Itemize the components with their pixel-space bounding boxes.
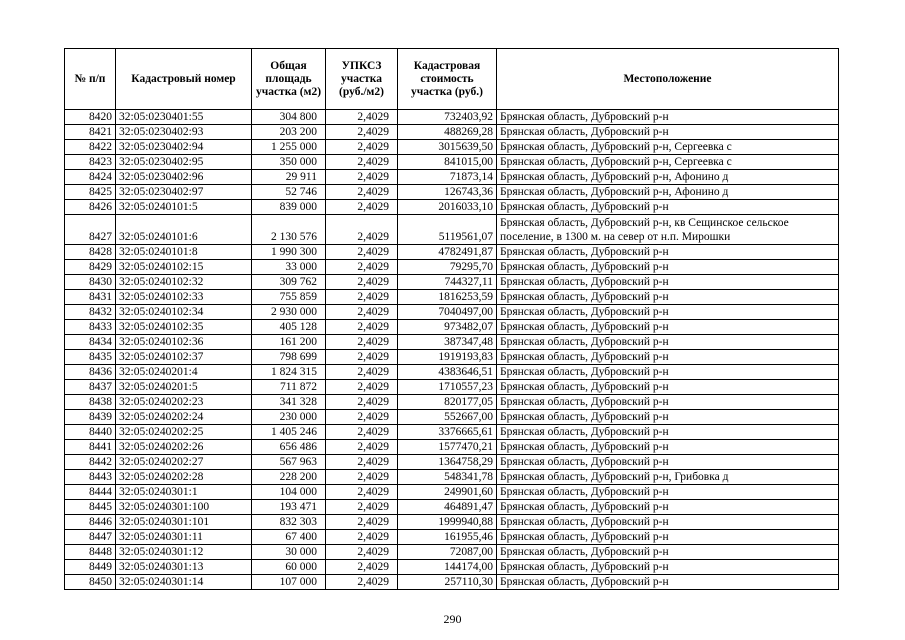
table-row (65, 425, 839, 440)
cell-cadastral-cost: 257110,30 (398, 575, 497, 590)
table-row (65, 410, 839, 425)
cell-upksz: 2,4029 (326, 455, 398, 470)
cell-upksz: 2,4029 (326, 305, 398, 320)
cell-area: 1 824 315 (252, 365, 326, 380)
table-row (65, 395, 839, 410)
cell-cadastral-number: 32:05:0240201:4 (116, 365, 252, 380)
cell-row-number: 8450 (65, 575, 116, 590)
cell-area: 309 762 (252, 275, 326, 290)
cell-row-number: 8426 (65, 200, 116, 215)
cell-cadastral-number: 32:05:0240102:32 (116, 275, 252, 290)
cell-upksz: 2,4029 (326, 380, 398, 395)
cell-row-number: 8448 (65, 545, 116, 560)
cell-area: 405 128 (252, 320, 326, 335)
cell-upksz: 2,4029 (326, 245, 398, 260)
cell-upksz: 2,4029 (326, 575, 398, 590)
cell-cadastral-cost: 820177,05 (398, 395, 497, 410)
cell-location: Брянская область, Дубровский р-н (497, 440, 839, 455)
cell-location: Брянская область, Дубровский р-н, Афонино д (497, 170, 839, 185)
cell-area: 29 911 (252, 170, 326, 185)
cell-area: 350 000 (252, 155, 326, 170)
cell-location: Брянская область, Дубровский р-н (497, 110, 839, 125)
cell-row-number: 8449 (65, 560, 116, 575)
cell-cadastral-cost: 1710557,23 (398, 380, 497, 395)
cell-upksz: 2,4029 (326, 125, 398, 140)
cell-location: Брянская область, Дубровский р-н (497, 500, 839, 515)
cell-location: Брянская область, Дубровский р-н (497, 275, 839, 290)
header-upksz: УПКСЗ участка (руб./м2) (326, 49, 398, 110)
table-row (65, 305, 839, 320)
cell-row-number: 8434 (65, 335, 116, 350)
table-row (65, 140, 839, 155)
cell-location: Брянская область, Дубровский р-н (497, 530, 839, 545)
cell-location: Брянская область, Дубровский р-н (497, 350, 839, 365)
cell-area: 30 000 (252, 545, 326, 560)
cell-area: 107 000 (252, 575, 326, 590)
cell-location: Брянская область, Дубровский р-н, кв Сещинское сельское поселение, в 1300 м. на север от н.п. Мирошки (497, 215, 839, 245)
cell-row-number: 8428 (65, 245, 116, 260)
cell-cadastral-cost: 488269,28 (398, 125, 497, 140)
cell-area: 104 000 (252, 485, 326, 500)
cell-upksz: 2,4029 (326, 470, 398, 485)
cell-cadastral-cost: 5119561,07 (398, 215, 497, 245)
cell-cadastral-number: 32:05:0240201:5 (116, 380, 252, 395)
header-num: № п/п (65, 49, 116, 110)
cell-cadastral-number: 32:05:0230402:94 (116, 140, 252, 155)
cell-area: 193 471 (252, 500, 326, 515)
cell-area: 67 400 (252, 530, 326, 545)
cadastral-value-table-container (64, 48, 838, 590)
cell-cadastral-cost: 126743,36 (398, 185, 497, 200)
cell-row-number: 8420 (65, 110, 116, 125)
cell-cadastral-number: 32:05:0240301:12 (116, 545, 252, 560)
cell-cadastral-number: 32:05:0240102:33 (116, 290, 252, 305)
cell-upksz: 2,4029 (326, 500, 398, 515)
table-row (65, 365, 839, 380)
cell-area: 2 930 000 (252, 305, 326, 320)
cell-cadastral-cost: 464891,47 (398, 500, 497, 515)
cell-cadastral-number: 32:05:0240101:5 (116, 200, 252, 215)
cell-area: 52 746 (252, 185, 326, 200)
cell-location: Брянская область, Дубровский р-н (497, 365, 839, 380)
cell-row-number: 8427 (65, 215, 116, 245)
cell-upksz: 2,4029 (326, 275, 398, 290)
cell-upksz: 2,4029 (326, 320, 398, 335)
cell-upksz: 2,4029 (326, 440, 398, 455)
cell-area: 304 800 (252, 110, 326, 125)
cell-cadastral-cost: 552667,00 (398, 410, 497, 425)
cell-area: 228 200 (252, 470, 326, 485)
cell-cadastral-cost: 7040497,00 (398, 305, 497, 320)
table-row (65, 290, 839, 305)
cell-area: 60 000 (252, 560, 326, 575)
cell-cadastral-cost: 1919193,83 (398, 350, 497, 365)
cell-location: Брянская область, Дубровский р-н (497, 455, 839, 470)
cell-area: 33 000 (252, 260, 326, 275)
table-row (65, 110, 839, 125)
cell-cadastral-number: 32:05:0240202:23 (116, 395, 252, 410)
cell-cadastral-number: 32:05:0230401:55 (116, 110, 252, 125)
cell-cadastral-number: 32:05:0240102:37 (116, 350, 252, 365)
cell-upksz: 2,4029 (326, 560, 398, 575)
cell-cadastral-number: 32:05:0240301:13 (116, 560, 252, 575)
cell-cadastral-cost: 4782491,87 (398, 245, 497, 260)
cell-area: 832 303 (252, 515, 326, 530)
cell-cadastral-number: 32:05:0230402:97 (116, 185, 252, 200)
cell-upksz: 2,4029 (326, 365, 398, 380)
table-row (65, 275, 839, 290)
table-row (65, 575, 839, 590)
cell-cadastral-number: 32:05:0240101:6 (116, 215, 252, 245)
cell-upksz: 2,4029 (326, 215, 398, 245)
cell-row-number: 8430 (65, 275, 116, 290)
table-row (65, 215, 839, 245)
cell-upksz: 2,4029 (326, 200, 398, 215)
table-row (65, 440, 839, 455)
cell-location: Брянская область, Дубровский р-н (497, 560, 839, 575)
cell-row-number: 8436 (65, 365, 116, 380)
cell-cadastral-number: 32:05:0240301:101 (116, 515, 252, 530)
cell-upksz: 2,4029 (326, 515, 398, 530)
cell-upksz: 2,4029 (326, 170, 398, 185)
cell-cadastral-cost: 3015639,50 (398, 140, 497, 155)
cell-location: Брянская область, Дубровский р-н (497, 245, 839, 260)
cell-upksz: 2,4029 (326, 530, 398, 545)
cell-cadastral-number: 32:05:0240102:35 (116, 320, 252, 335)
cell-area: 1 990 300 (252, 245, 326, 260)
cell-upksz: 2,4029 (326, 290, 398, 305)
table-header-row (65, 49, 839, 110)
cell-upksz: 2,4029 (326, 185, 398, 200)
cell-row-number: 8424 (65, 170, 116, 185)
table-row (65, 560, 839, 575)
cell-area: 798 699 (252, 350, 326, 365)
cell-cadastral-cost: 161955,46 (398, 530, 497, 545)
cell-row-number: 8435 (65, 350, 116, 365)
cell-location: Брянская область, Дубровский р-н (497, 320, 839, 335)
cell-row-number: 8446 (65, 515, 116, 530)
cell-row-number: 8423 (65, 155, 116, 170)
table-row (65, 485, 839, 500)
table-row (65, 380, 839, 395)
cell-location: Брянская область, Дубровский р-н, Сергеевка с (497, 155, 839, 170)
table-row (65, 455, 839, 470)
cell-location: Брянская область, Дубровский р-н (497, 260, 839, 275)
table-row (65, 155, 839, 170)
cell-cadastral-cost: 1816253,59 (398, 290, 497, 305)
cell-cadastral-cost: 2016033,10 (398, 200, 497, 215)
cell-row-number: 8440 (65, 425, 116, 440)
cell-area: 755 859 (252, 290, 326, 305)
cell-location: Брянская область, Дубровский р-н (497, 425, 839, 440)
cell-cadastral-number: 32:05:0230402:96 (116, 170, 252, 185)
cell-location: Брянская область, Дубровский р-н (497, 410, 839, 425)
cadastral-value-table (64, 48, 839, 590)
table-row (65, 470, 839, 485)
cell-cadastral-number: 32:05:0240301:100 (116, 500, 252, 515)
cell-cadastral-number: 32:05:0240102:34 (116, 305, 252, 320)
cell-area: 2 130 576 (252, 215, 326, 245)
cell-location: Брянская область, Дубровский р-н (497, 575, 839, 590)
cell-cadastral-cost: 973482,07 (398, 320, 497, 335)
cell-cadastral-number: 32:05:0240202:25 (116, 425, 252, 440)
cell-row-number: 8422 (65, 140, 116, 155)
cell-location: Брянская область, Дубровский р-н (497, 125, 839, 140)
cell-location: Брянская область, Дубровский р-н, Сергеевка с (497, 140, 839, 155)
cell-cadastral-number: 32:05:0240301:11 (116, 530, 252, 545)
cell-cadastral-cost: 841015,00 (398, 155, 497, 170)
cell-row-number: 8431 (65, 290, 116, 305)
cell-cadastral-number: 32:05:0240102:15 (116, 260, 252, 275)
cell-upksz: 2,4029 (326, 425, 398, 440)
cell-upksz: 2,4029 (326, 485, 398, 500)
table-row (65, 500, 839, 515)
cell-row-number: 8429 (65, 260, 116, 275)
cell-location: Брянская область, Дубровский р-н (497, 290, 839, 305)
cell-location: Брянская область, Дубровский р-н (497, 200, 839, 215)
table-body (65, 110, 839, 590)
cell-cadastral-cost: 249901,60 (398, 485, 497, 500)
cell-cadastral-number: 32:05:0240102:36 (116, 335, 252, 350)
cell-cadastral-cost: 71873,14 (398, 170, 497, 185)
cell-cadastral-cost: 72087,00 (398, 545, 497, 560)
cell-upksz: 2,4029 (326, 410, 398, 425)
table-row (65, 260, 839, 275)
cell-row-number: 8447 (65, 530, 116, 545)
cell-row-number: 8442 (65, 455, 116, 470)
cell-cadastral-number: 32:05:0230402:95 (116, 155, 252, 170)
cell-upksz: 2,4029 (326, 545, 398, 560)
cell-area: 839 000 (252, 200, 326, 215)
cell-row-number: 8439 (65, 410, 116, 425)
cell-upksz: 2,4029 (326, 395, 398, 410)
cell-location: Брянская область, Дубровский р-н (497, 380, 839, 395)
cell-cadastral-number: 32:05:0240202:28 (116, 470, 252, 485)
table-row (65, 350, 839, 365)
header-area: Общая площадь участка (м2) (252, 49, 326, 110)
cell-row-number: 8443 (65, 470, 116, 485)
cell-cadastral-cost: 144174,00 (398, 560, 497, 575)
cell-row-number: 8441 (65, 440, 116, 455)
table-row (65, 185, 839, 200)
cell-cadastral-number: 32:05:0240202:27 (116, 455, 252, 470)
header-cadastral-cost: Кадастровая стоимость участка (руб.) (398, 49, 497, 110)
cell-cadastral-number: 32:05:0240202:24 (116, 410, 252, 425)
cell-cadastral-cost: 744327,11 (398, 275, 497, 290)
cell-row-number: 8421 (65, 125, 116, 140)
table-row (65, 515, 839, 530)
table-row (65, 335, 839, 350)
cell-location: Брянская область, Дубровский р-н (497, 305, 839, 320)
table-row (65, 245, 839, 260)
cell-location: Брянская область, Дубровский р-н (497, 545, 839, 560)
cell-cadastral-cost: 3376665,61 (398, 425, 497, 440)
table-row (65, 170, 839, 185)
table-row (65, 200, 839, 215)
cell-location: Брянская область, Дубровский р-н, Грибовка д (497, 470, 839, 485)
cell-cadastral-cost: 1364758,29 (398, 455, 497, 470)
cell-cadastral-number: 32:05:0240301:14 (116, 575, 252, 590)
cell-cadastral-cost: 4383646,51 (398, 365, 497, 380)
cell-row-number: 8432 (65, 305, 116, 320)
cell-location: Брянская область, Дубровский р-н (497, 395, 839, 410)
cell-cadastral-number: 32:05:0240301:1 (116, 485, 252, 500)
table-row (65, 320, 839, 335)
cell-cadastral-number: 32:05:0230402:93 (116, 125, 252, 140)
cell-row-number: 8433 (65, 320, 116, 335)
cell-location: Брянская область, Дубровский р-н (497, 515, 839, 530)
cell-cadastral-cost: 732403,92 (398, 110, 497, 125)
cell-cadastral-cost: 548341,78 (398, 470, 497, 485)
cell-row-number: 8425 (65, 185, 116, 200)
cell-area: 567 963 (252, 455, 326, 470)
cell-location: Брянская область, Дубровский р-н, Афонино д (497, 185, 839, 200)
cell-upksz: 2,4029 (326, 350, 398, 365)
cell-cadastral-cost: 387347,48 (398, 335, 497, 350)
cell-row-number: 8438 (65, 395, 116, 410)
cell-location: Брянская область, Дубровский р-н (497, 335, 839, 350)
page-number: 290 (443, 612, 462, 626)
header-cadastral-number: Кадастровый номер (116, 49, 252, 110)
cell-cadastral-number: 32:05:0240101:8 (116, 245, 252, 260)
header-location: Местоположение (497, 49, 839, 110)
table-row (65, 530, 839, 545)
cell-area: 203 200 (252, 125, 326, 140)
cell-upksz: 2,4029 (326, 110, 398, 125)
cell-area: 656 486 (252, 440, 326, 455)
cell-upksz: 2,4029 (326, 260, 398, 275)
cell-area: 711 872 (252, 380, 326, 395)
cell-cadastral-cost: 1999940,88 (398, 515, 497, 530)
cell-upksz: 2,4029 (326, 155, 398, 170)
cell-location: Брянская область, Дубровский р-н (497, 485, 839, 500)
cell-upksz: 2,4029 (326, 335, 398, 350)
cell-area: 230 000 (252, 410, 326, 425)
cell-cadastral-cost: 79295,70 (398, 260, 497, 275)
cell-row-number: 8445 (65, 500, 116, 515)
cell-upksz: 2,4029 (326, 140, 398, 155)
cell-row-number: 8444 (65, 485, 116, 500)
cell-area: 341 328 (252, 395, 326, 410)
cell-cadastral-cost: 1577470,21 (398, 440, 497, 455)
cell-cadastral-number: 32:05:0240202:26 (116, 440, 252, 455)
cell-area: 1 255 000 (252, 140, 326, 155)
cell-area: 1 405 246 (252, 425, 326, 440)
table-row (65, 545, 839, 560)
table-row (65, 125, 839, 140)
cell-area: 161 200 (252, 335, 326, 350)
cell-row-number: 8437 (65, 380, 116, 395)
